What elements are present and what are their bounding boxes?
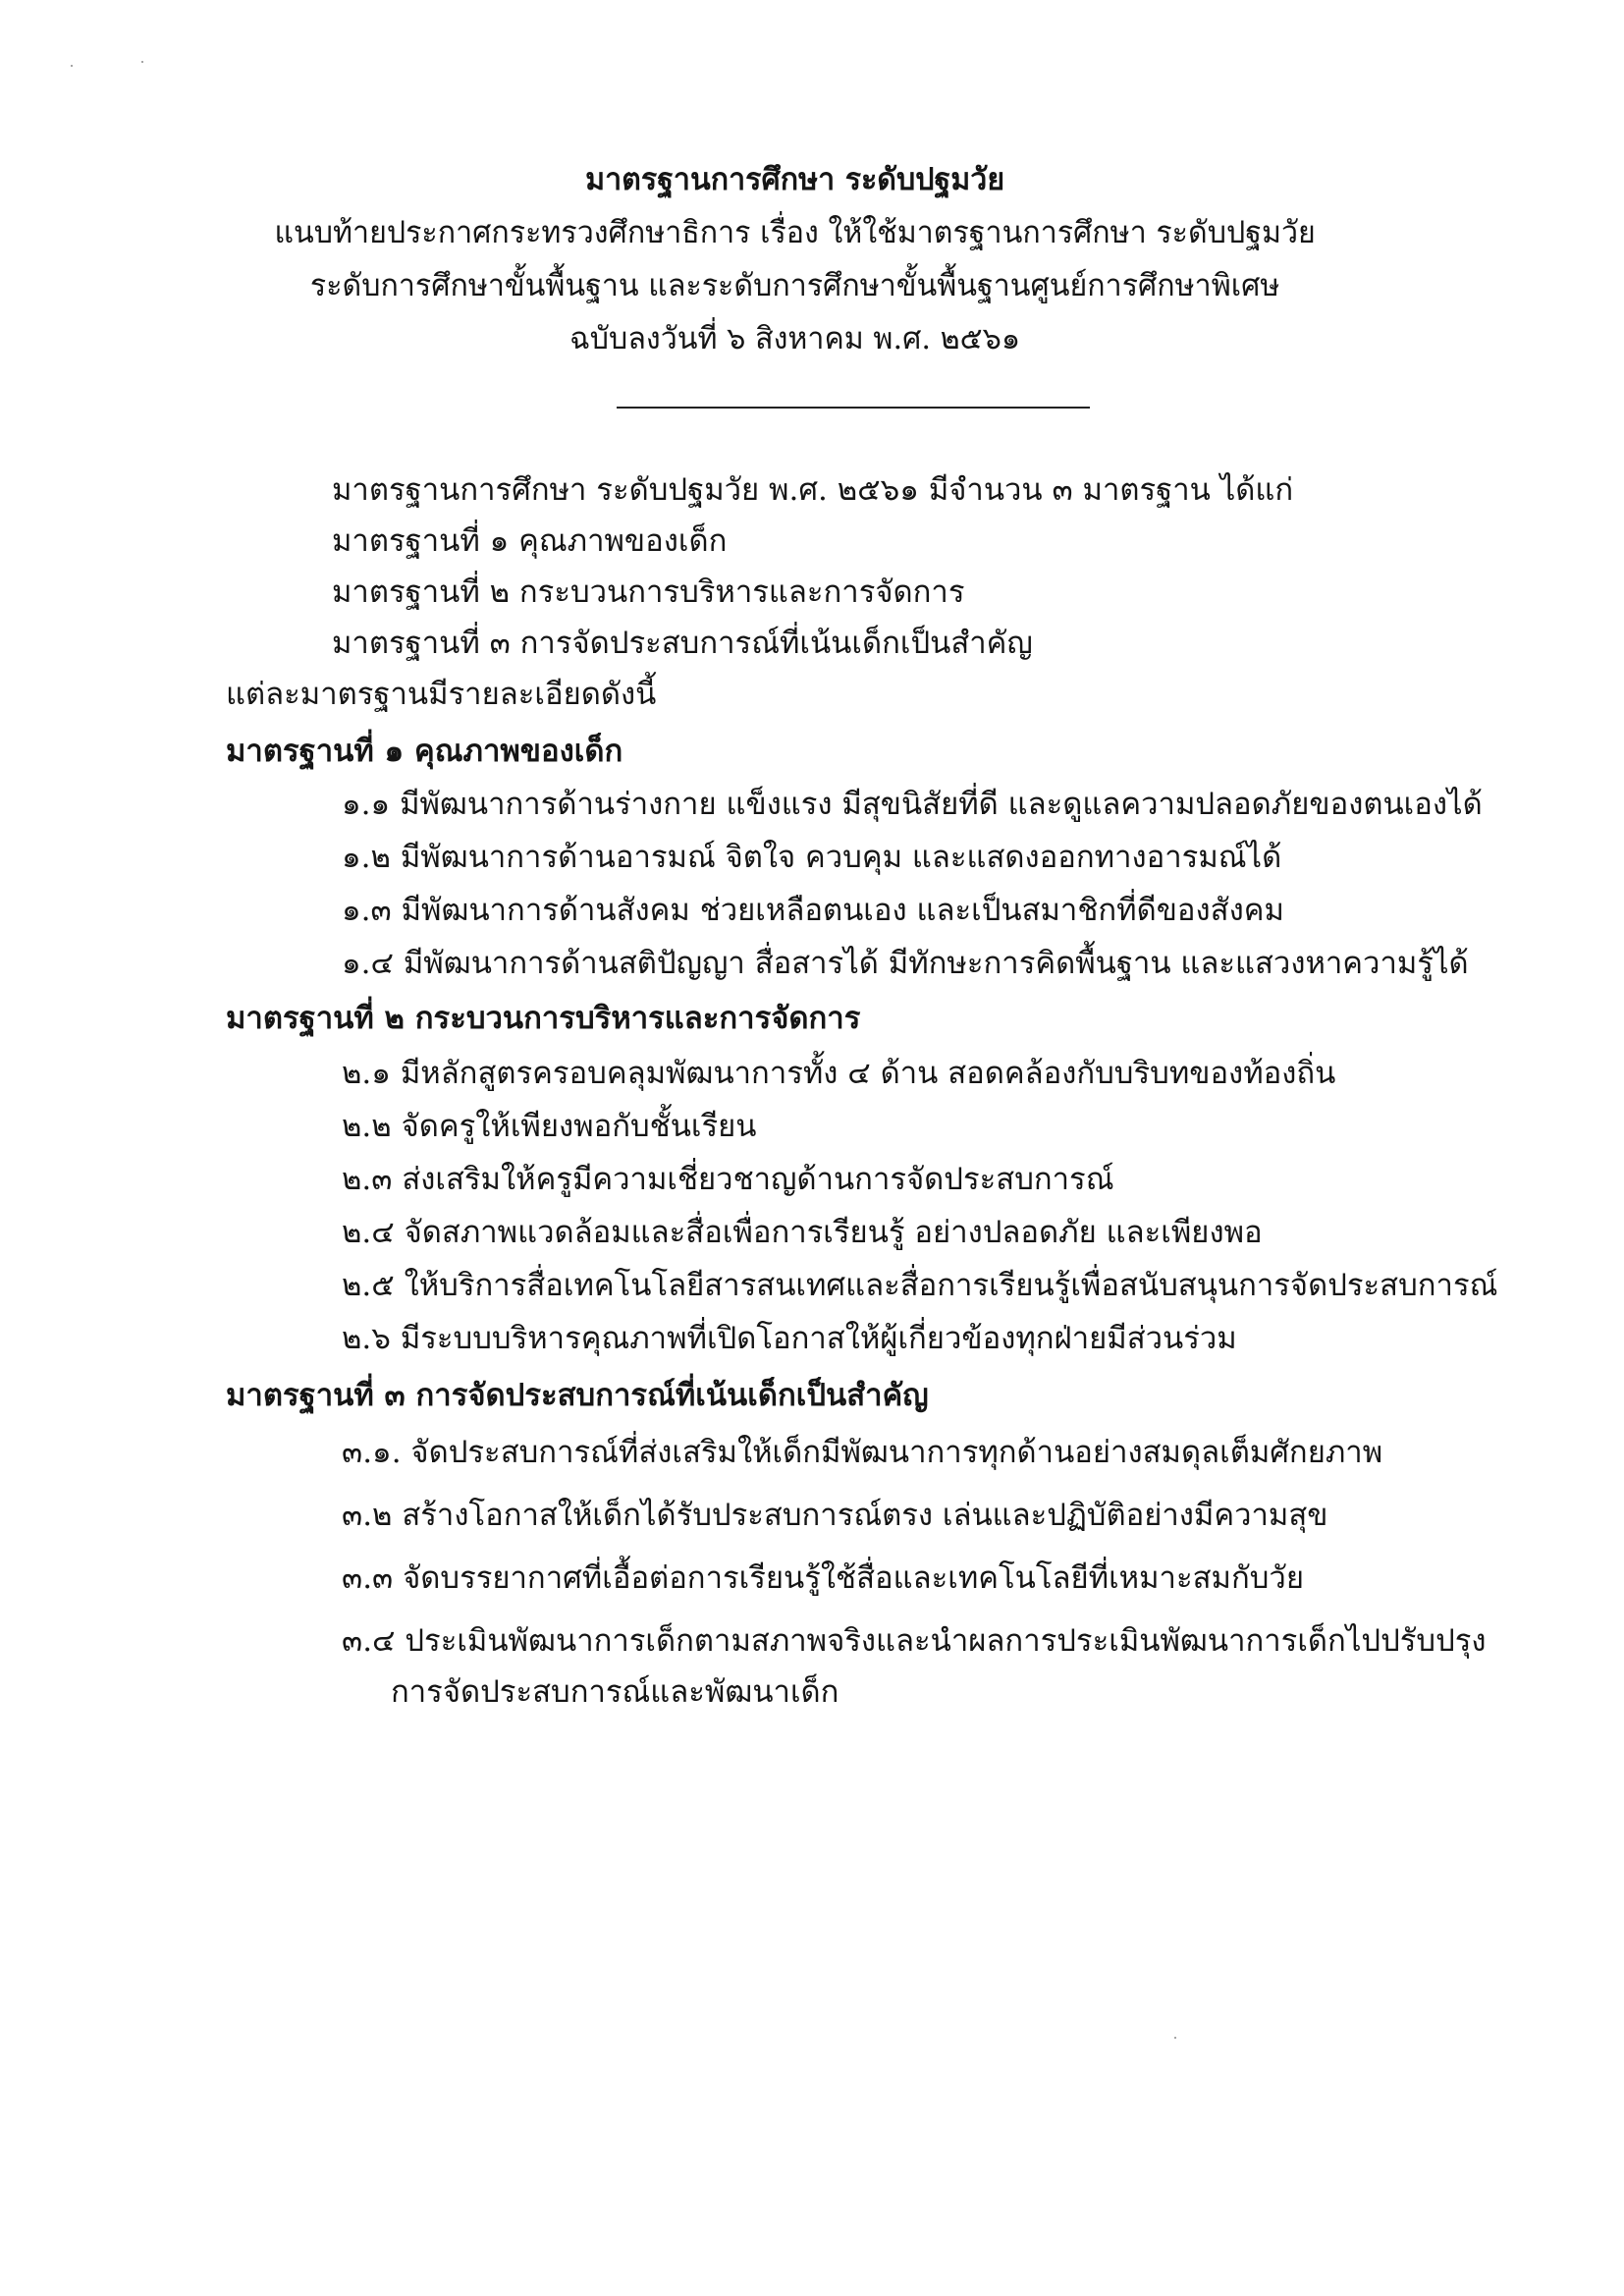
standard-heading: มาตรฐานที่ ๓ การจัดประสบการณ์ที่เน้นเด็กเป็นสำคัญ [226, 1378, 929, 1413]
standard-item: ๒.๔ จัดสภาพแวดล้อมและสื่อเพื่อการเรียนรู้ อย่างปลอดภัย และเพียงพอ [342, 1215, 1263, 1250]
standard-item: ๒.๕ ให้บริการสื่อเทคโนโลยีสารสนเทศและสื่อการเรียนรู้เพื่อสนับสนุนการจัดประสบการณ์ [342, 1268, 1498, 1303]
document-title: มาตรฐานการศึกษา ระดับปฐมวัย [585, 162, 1005, 197]
standard-item: ๓.๒ สร้างโอกาสให้เด็กได้รับประสบการณ์ตรง เล่นและปฏิบัติอย่างมีความสุข [342, 1498, 1328, 1533]
standard-item: ๓.๓ จัดบรรยากาศที่เอื้อต่อการเรียนรู้ใช้สื่อและเทคโนโลยีที่เหมาะสมกับวัย [342, 1560, 1304, 1596]
document-subtitle: แนบท้ายประกาศกระทรวงศึกษาธิการ เรื่อง ให้ใช้มาตรฐานการศึกษา ระดับปฐมวัย [274, 215, 1316, 250]
standard-item: ๑.๔ มีพัฒนาการด้านสติปัญญา สื่อสารได้ มีทักษะการคิดพื้นฐาน และแสวงหาความรู้ได้ [342, 946, 1469, 981]
standard-item: ๒.๒ จัดครูให้เพียงพอกับชั้นเรียน [342, 1109, 757, 1144]
standard-item: ๓.๑. จัดประสบการณ์ที่ส่งเสริมให้เด็กมีพัฒนาการทุกด้านอย่างสมดุลเต็มศักยภาพ [342, 1435, 1383, 1470]
document-subtitle: ระดับการศึกษาขั้นพื้นฐาน และระดับการศึกษาขั้นพื้นฐานศูนย์การศึกษาพิเศษ [309, 268, 1280, 303]
standard-item: ๓.๔ ประเมินพัฒนาการเด็กตามสภาพจริงและนำผลการประเมินพัฒนาการเด็กไปปรับปรุง [342, 1623, 1487, 1659]
scan-speck [71, 65, 73, 67]
intro-line: มาตรฐานการศึกษา ระดับปฐมวัย พ.ศ. ๒๕๖๑ มีจำนวน ๓ มาตรฐาน ได้แก่ [332, 472, 1294, 508]
standard-item: ๒.๑ มีหลักสูตรครอบคลุมพัฒนาการทั้ง ๔ ด้าน สอดคล้องกับบริบทของท้องถิ่น [342, 1056, 1336, 1091]
standard-item-continuation: การจัดประสบการณ์และพัฒนาเด็ก [391, 1674, 839, 1710]
standard-item: ๒.๓ ส่งเสริมให้ครูมีความเชี่ยวชาญด้านการจัดประสบการณ์ [342, 1162, 1114, 1197]
intro-item: มาตรฐานที่ ๓ การจัดประสบการณ์ที่เน้นเด็กเป็นสำคัญ [332, 626, 1033, 661]
standard-item: ๑.๒ มีพัฒนาการด้านอารมณ์ จิตใจ ควบคุม และแสดงออกทางอารมณ์ได้ [342, 840, 1282, 875]
scan-speck [141, 61, 143, 63]
standard-heading: มาตรฐานที่ ๒ กระบวนการบริหารและการจัดการ [226, 1001, 861, 1036]
intro-item: มาตรฐานที่ ๒ กระบวนการบริหารและการจัดการ [332, 574, 965, 610]
standard-heading: มาตรฐานที่ ๑ คุณภาพของเด็ก [226, 734, 623, 769]
intro-item: มาตรฐานที่ ๑ คุณภาพของเด็ก [332, 523, 728, 559]
divider-rule [617, 407, 1090, 409]
scan-speck [1174, 2037, 1176, 2039]
intro-closing: แต่ละมาตรฐานมีรายละเอียดดังนี้ [226, 677, 657, 712]
document-date: ฉบับลงวันที่ ๖ สิงหาคม พ.ศ. ๒๕๖๑ [569, 321, 1021, 356]
standard-item: ๑.๑ มีพัฒนาการด้านร่างกาย แข็งแรง มีสุขนิสัยที่ดี และดูแลความปลอดภัยของตนเองได้ [342, 787, 1483, 822]
standard-item: ๑.๓ มีพัฒนาการด้านสังคม ช่วยเหลือตนเอง และเป็นสมาชิกที่ดีของสังคม [342, 893, 1284, 928]
standard-item: ๒.๖ มีระบบบริหารคุณภาพที่เปิดโอกาสให้ผู้เกี่ยวข้องทุกฝ่ายมีส่วนร่วม [342, 1321, 1237, 1356]
